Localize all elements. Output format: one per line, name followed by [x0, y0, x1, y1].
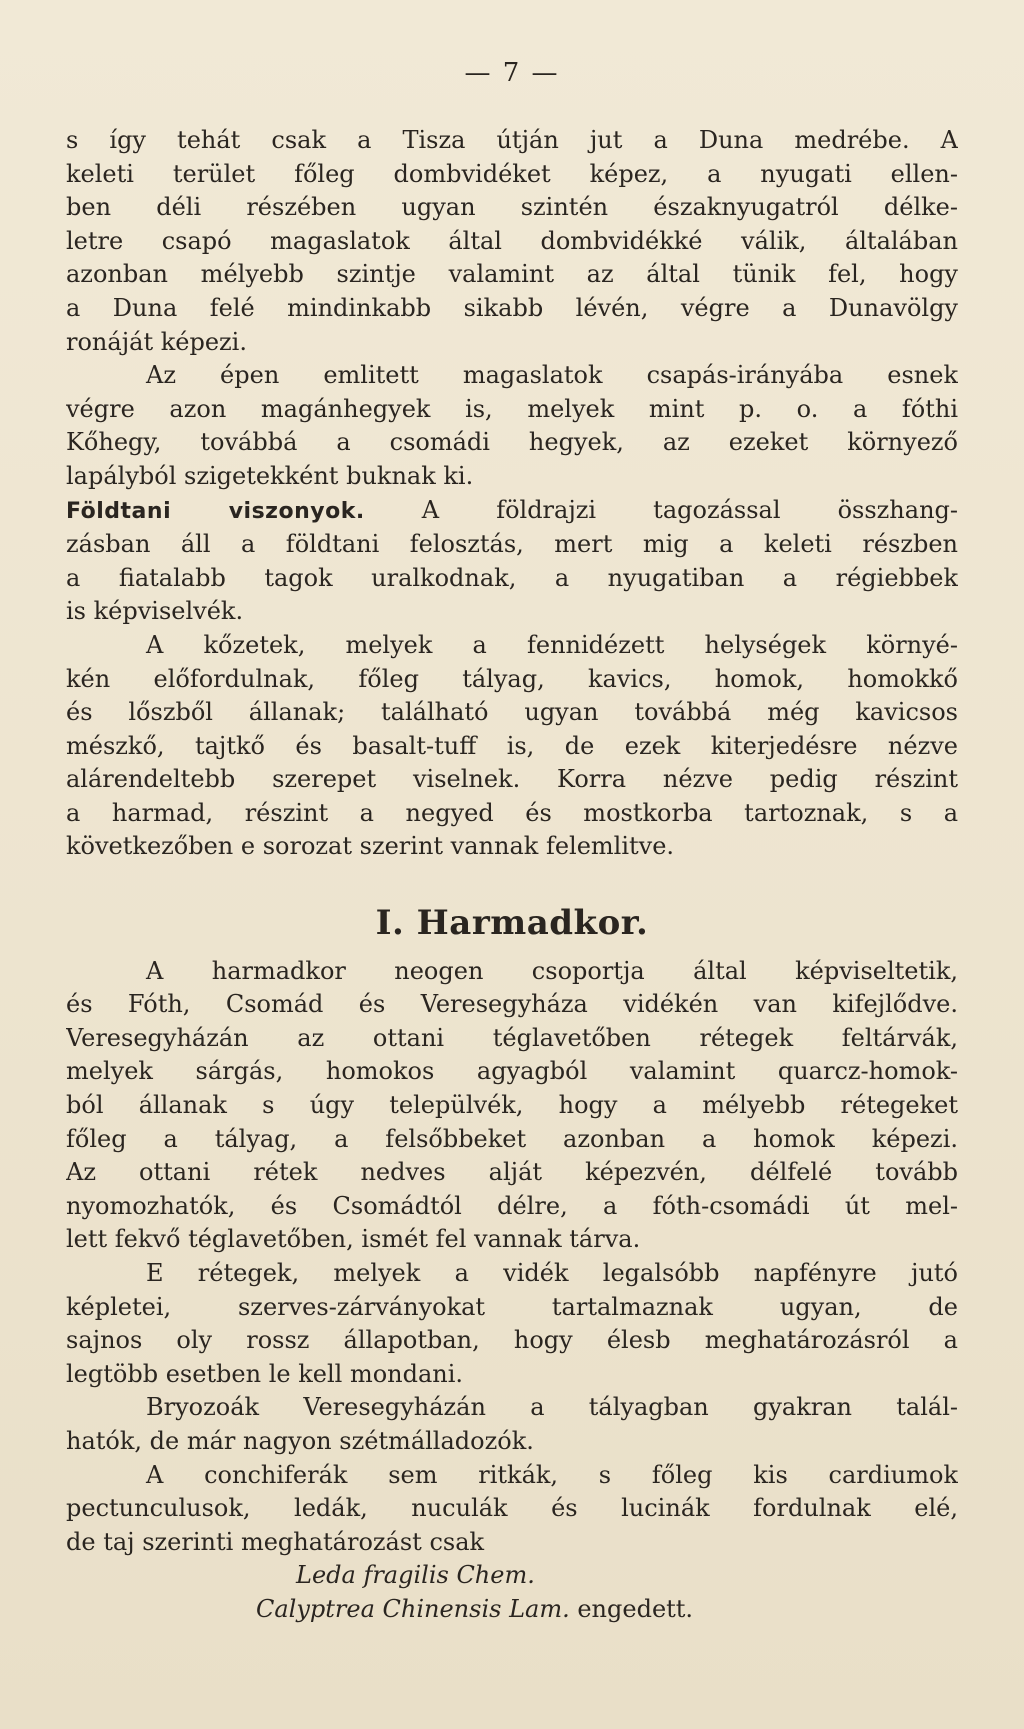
- paragraph-3: [66, 494, 958, 629]
- paragraph-1: [66, 124, 958, 359]
- text-line: legtöbb esetben le kell mondani.: [66, 1359, 464, 1388]
- text-line: letre csapó magaslatok által dombvidékké válik, általában: [66, 226, 958, 255]
- paragraph-8: [66, 1459, 958, 1560]
- text-line: Kőhegy, továbbá a csomádi hegyek, az ezeket környező: [66, 428, 958, 457]
- text-line: a fiatalabb tagok uralkodnak, a nyugatiban a régiebbek: [66, 563, 958, 592]
- text-line: ból állanak s úgy települvék, hogy a mélyebb rétegeket: [66, 1091, 958, 1120]
- text-line: A kőzetek, melyek a fennidézett helységek környé-: [146, 630, 958, 659]
- text-line: azonban mélyebb szintje valamint az által tünik fel, hogy: [66, 260, 958, 289]
- text-line: de taj szerinti meghatározást csak: [66, 1527, 485, 1556]
- section-heading: I. Harmadkor.: [375, 903, 649, 944]
- text-line: a harmad, részint a negyed és mostkorba tartoznak, s a: [66, 798, 958, 827]
- text-line: ben déli részében ugyan szintén északnyugatról délke-: [66, 193, 958, 222]
- text-line: Az épen emlitett magaslatok csapás-irányába esnek: [146, 361, 958, 390]
- text-line: pectunculusok, ledák, nuculák és lucinák fordulnak elé,: [66, 1494, 958, 1523]
- text-line: s így tehát csak a Tisza útján jut a Duna medrébe. A: [66, 126, 958, 154]
- text-line: kén előfordulnak, főleg tályag, kavics, homok, homokkő: [66, 664, 958, 693]
- text-run: A földrajzi tagozással összhang-: [364, 495, 958, 524]
- fossil-name: Leda fragilis Chem.: [296, 1561, 535, 1590]
- text-line: nyomozhatók, és Csomádtól délre, a fóth-csomádi út mel-: [66, 1191, 958, 1220]
- paragraph-2: [66, 359, 958, 493]
- text-line: és lőszből állanak; található ugyan továbbá még kavicsos: [66, 698, 958, 727]
- text-line: Veresegyházán az ottani téglavetőben rétegek feltárvák,: [66, 1023, 958, 1052]
- page-number: — 7 —: [464, 58, 560, 88]
- text-line: a Duna felé mindinkabb sikabb lévén, végre a Dunavölgy: [66, 293, 958, 322]
- fossil-species: Calyptrea Chinensis Lam.: [256, 1594, 570, 1623]
- text-line: keleti terület főleg dombvidéket képez, a nyugati ellen-: [66, 159, 958, 188]
- paragraph-4: [66, 629, 958, 864]
- fossil-name: [66, 1593, 958, 1627]
- text-line: melyek sárgás, homokos agyagból valamint quarcz-homok-: [66, 1057, 958, 1086]
- text-line: Bryozoák Veresegyházán a tályagban gyakran talál-: [146, 1393, 958, 1422]
- text-line: következőben e sorozat szerint vannak felemlitve.: [66, 832, 675, 861]
- text-line: főleg a tályag, a felsőbbeket azonban a homok képezi.: [66, 1124, 958, 1153]
- paragraph-6: [66, 1257, 958, 1391]
- text-line: alárendeltebb szerepet viselnek. Korra nézve pedig részint: [66, 765, 958, 794]
- text-line: is képviselvék.: [66, 597, 244, 626]
- text-line: végre azon magánhegyek is, melyek mint p. o. a fóthi: [66, 394, 958, 423]
- page-body: [66, 124, 958, 1627]
- paragraph-7: [66, 1391, 958, 1458]
- text-line: A conchiferák sem ritkák, s főleg kis cardiumok: [146, 1460, 958, 1489]
- text-run: engedett.: [569, 1594, 694, 1623]
- text-line: lett fekvő téglavetőben, ismét fel vannak tárva.: [66, 1225, 641, 1254]
- paragraph-5: [66, 955, 958, 1257]
- text-line: [66, 494, 958, 529]
- text-line: ronáját képezi.: [66, 327, 247, 356]
- text-line: mészkő, tajtkő és basalt-tuff is, de ezek kiterjedésre nézve: [66, 731, 958, 760]
- subsection-lead: Földtani viszonyok.: [66, 498, 365, 524]
- text-line: A harmadkor neogen csoportja által képviseltetik,: [146, 956, 958, 985]
- text-line: zásban áll a földtani felosztás, mert mig a keleti részben: [66, 530, 958, 559]
- text-line: E rétegek, melyek a vidék legalsóbb napfényre jutó: [146, 1259, 958, 1287]
- text-line: és Fóth, Csomád és Veresegyháza vidékén van kifejlődve.: [66, 990, 958, 1019]
- text-line: hatók, de már nagyon szétmálladozók.: [66, 1426, 534, 1455]
- text-line: Az ottani rétek nedves alját képezvén, délfelé tovább: [66, 1158, 958, 1187]
- text-line: lapályból szigetekként buknak ki.: [66, 461, 474, 490]
- text-line: képletei, szerves-zárványokat tartalmaznak ugyan, de: [66, 1292, 958, 1321]
- text-line: sajnos oly rossz állapotban, hogy élesb meghatározásról a: [66, 1326, 958, 1355]
